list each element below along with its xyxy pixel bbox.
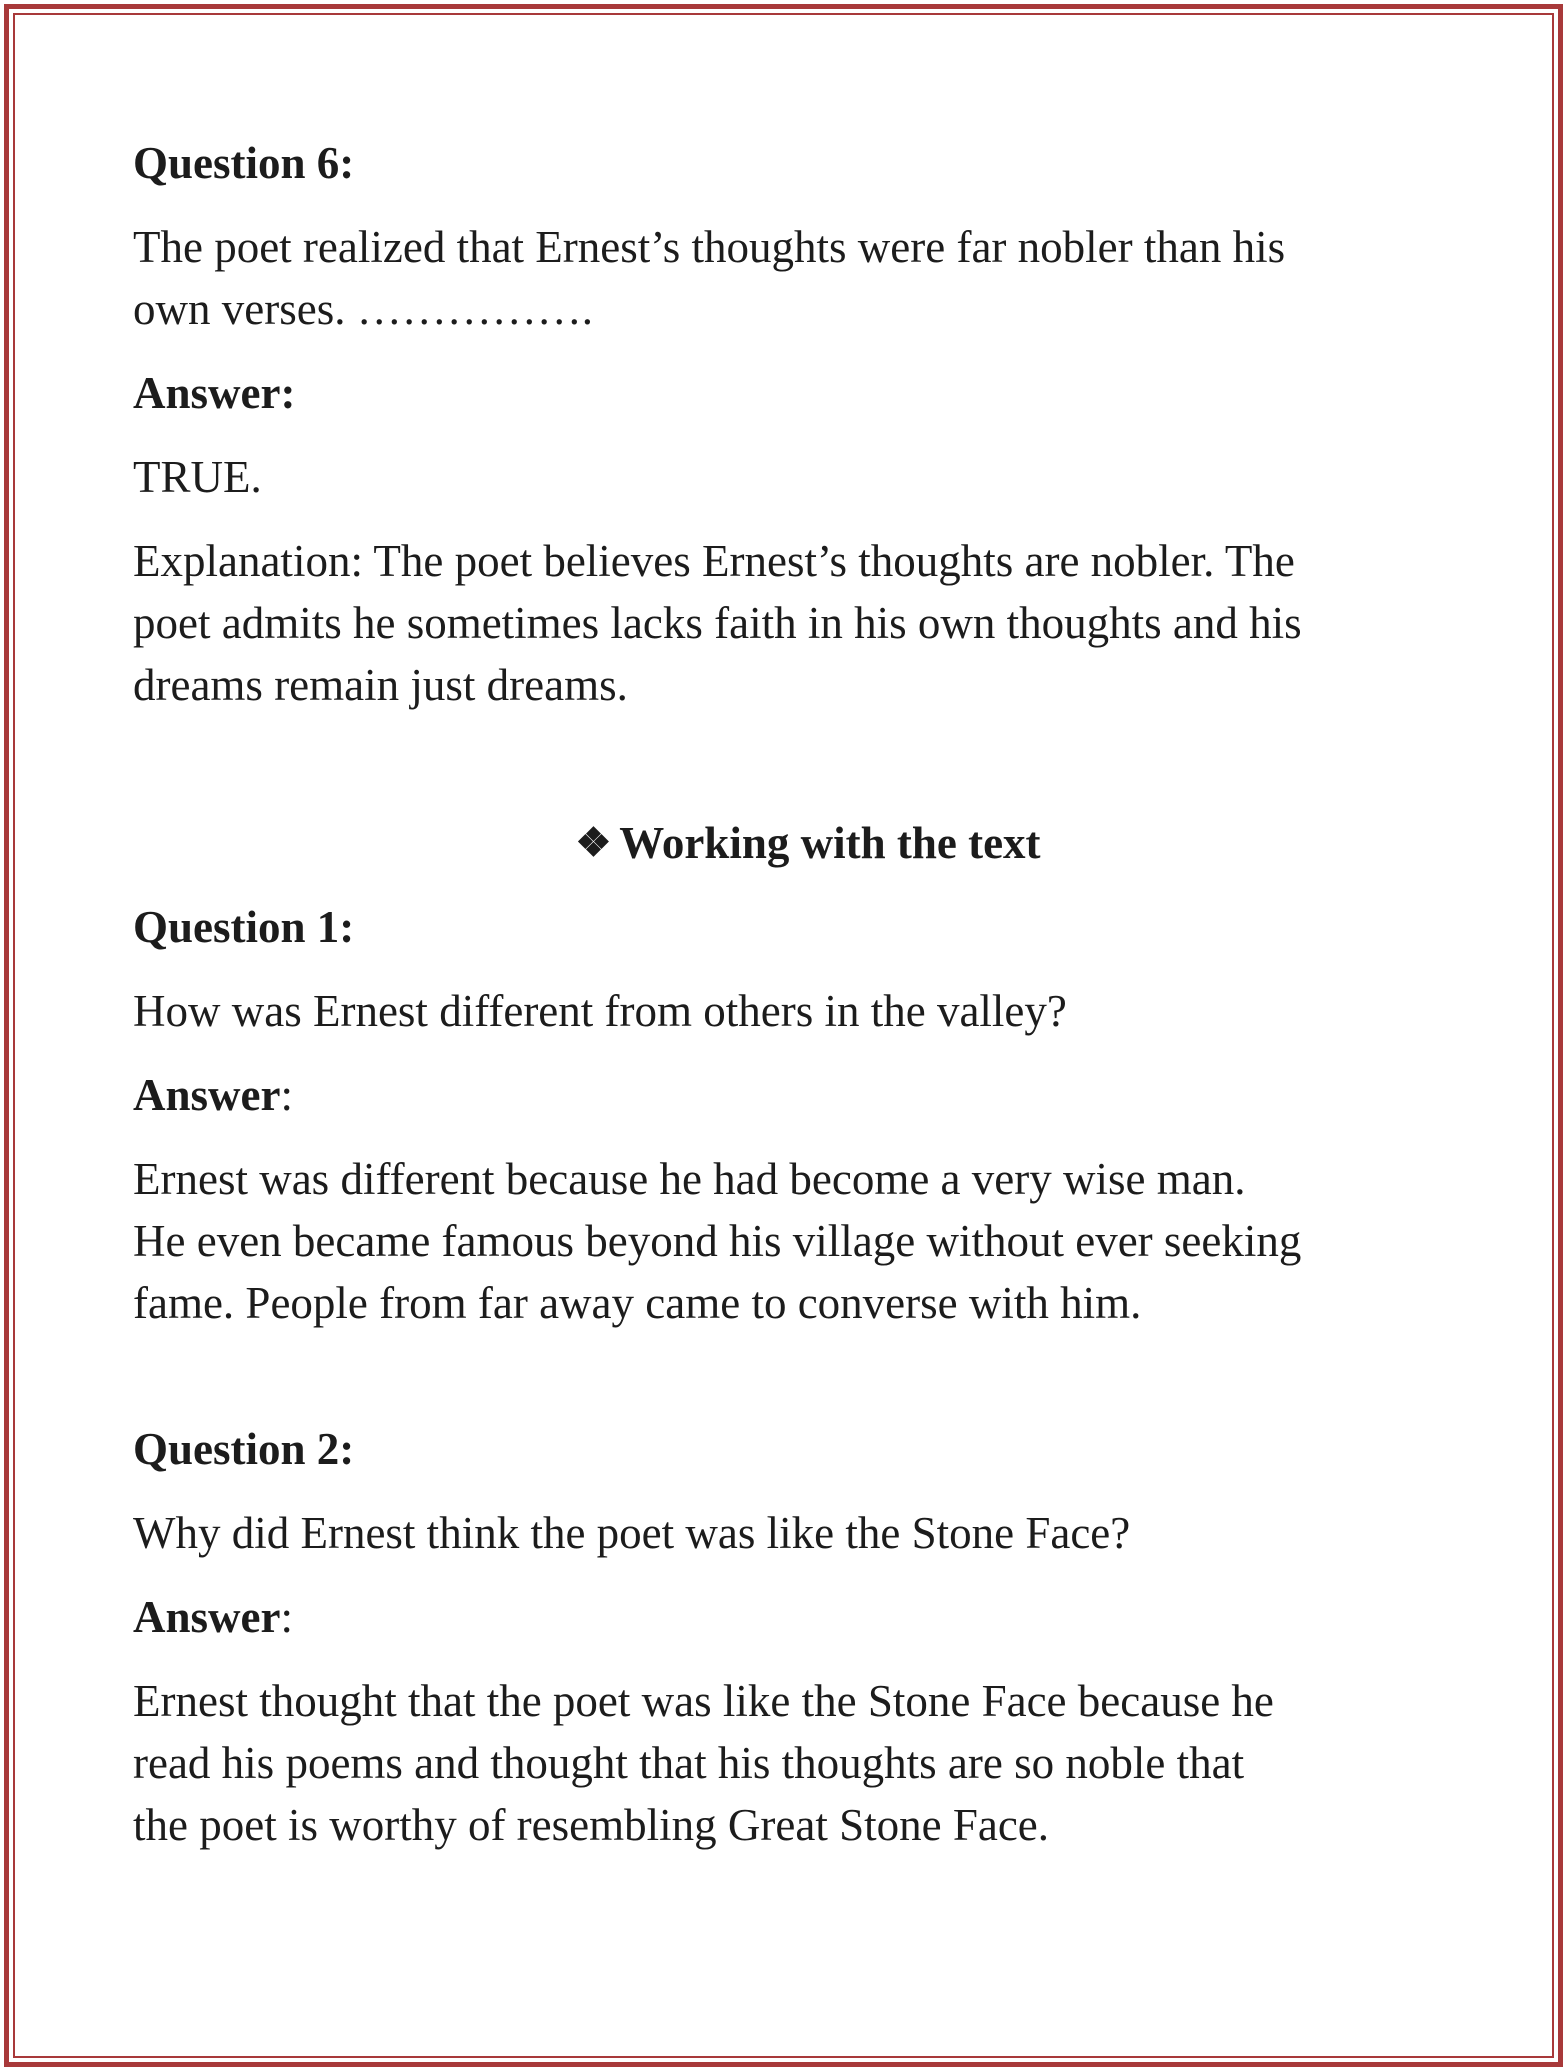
question-2-answer-line-3: the poet is worthy of resembling Great Stone Face. <box>133 1800 1050 1850</box>
question-1-answer-line-1: Ernest was different because he had become a very wise man. <box>133 1154 1246 1204</box>
question-2-answer-word: Answer <box>133 1592 281 1642</box>
document-content <box>133 132 1453 1856</box>
question-6-explanation-line-3: dreams remain just dreams. <box>133 660 628 710</box>
question-2-answer-colon: : <box>280 1592 293 1642</box>
question-1-answer-word: Answer <box>133 1070 281 1120</box>
question-1-answer-line-3: fame. People from far away came to converse with him. <box>133 1278 1142 1328</box>
question-6-statement-line-1: The poet realized that Ernest’s thoughts were far nobler than his <box>133 222 1286 272</box>
question-1-block <box>133 896 1453 1334</box>
diamond-ornament-icon: ❖ <box>575 820 612 865</box>
question-6-answer-label: Answer: <box>133 368 296 418</box>
question-2-answer-label <box>133 1586 1453 1648</box>
question-1-heading: Question 1: <box>133 902 355 952</box>
question-6-heading: Question 6: <box>133 138 355 188</box>
question-2-block <box>133 1418 1453 1856</box>
question-2-answer-line-2: read his poems and thought that his thoughts are so noble that <box>133 1738 1245 1788</box>
question-6-answer: TRUE. <box>133 452 262 502</box>
section-title-text: Working with the text <box>619 818 1041 868</box>
question-6-block <box>133 132 1453 716</box>
question-1-text: How was Ernest different from others in the valley? <box>133 986 1067 1036</box>
question-6-explanation-line-1: Explanation: The poet believes Ernest’s thoughts are nobler. The <box>133 536 1295 586</box>
section-title <box>133 812 1453 874</box>
question-1-answer-colon: : <box>280 1070 293 1120</box>
question-6-statement-line-2: own verses. ……………. <box>133 284 593 334</box>
question-2-text: Why did Ernest think the poet was like the Stone Face? <box>133 1508 1131 1558</box>
question-1-answer-label <box>133 1064 1453 1126</box>
question-2-answer-line-1: Ernest thought that the poet was like the Stone Face because he <box>133 1676 1274 1726</box>
question-2-heading: Question 2: <box>133 1424 355 1474</box>
question-1-answer-line-2: He even became famous beyond his village without ever seeking <box>133 1216 1302 1266</box>
question-6-explanation-line-2: poet admits he sometimes lacks faith in his own thoughts and his <box>133 598 1302 648</box>
